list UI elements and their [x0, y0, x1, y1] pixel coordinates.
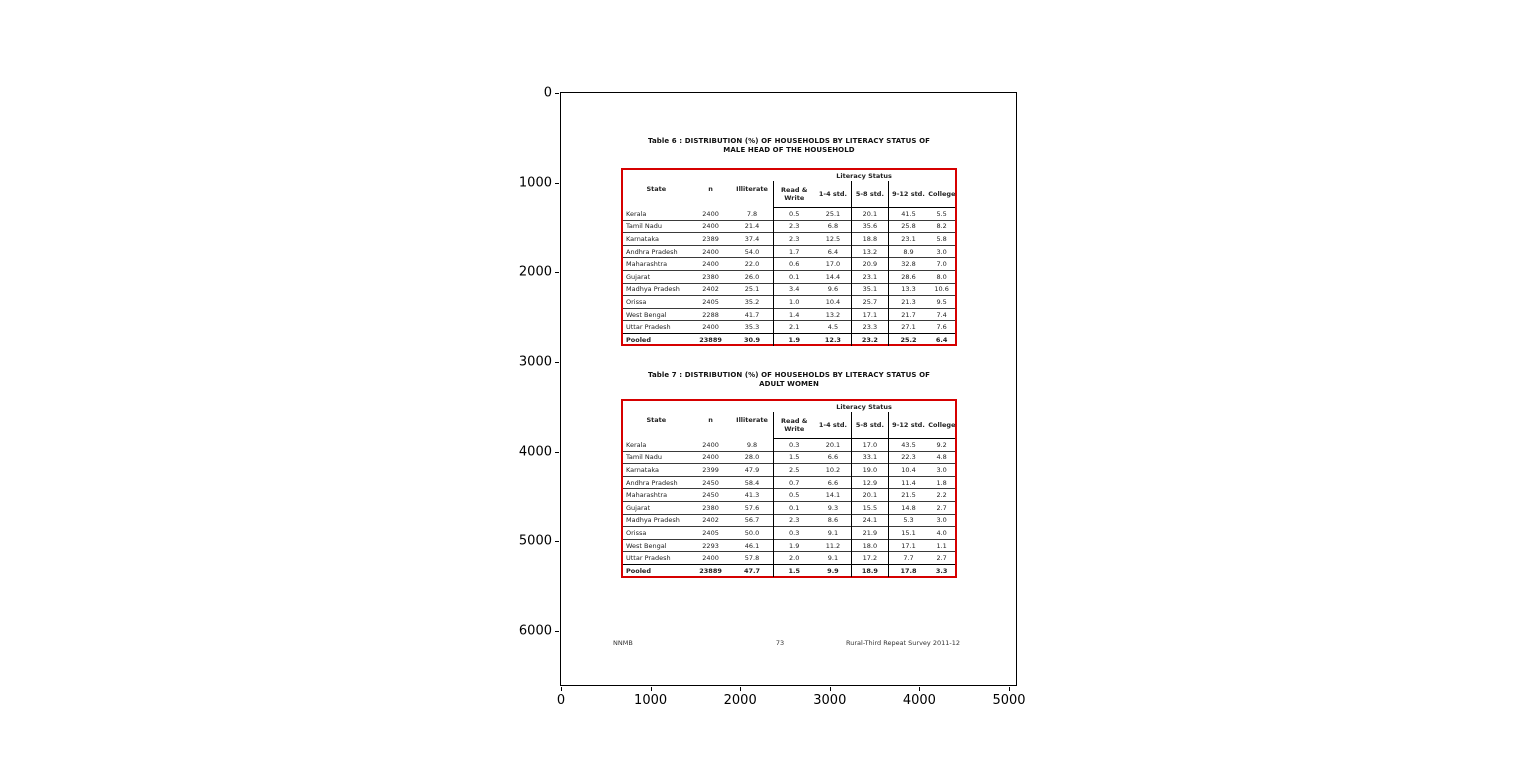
value-cell: 0.3	[773, 439, 815, 452]
value-cell: 17.0	[852, 439, 889, 452]
value-cell: 21.5	[888, 489, 928, 502]
value-cell: 20.1	[852, 208, 889, 221]
value-cell: 26.0	[731, 270, 773, 283]
value-cell: 2.3	[773, 514, 815, 527]
table-row	[623, 245, 955, 258]
column-header: 9-12 std.	[888, 412, 928, 439]
value-cell: 20.1	[825, 440, 841, 449]
value-cell: 17.1	[888, 539, 928, 552]
table-row	[623, 489, 955, 502]
value-cell: 17.0	[815, 258, 852, 271]
table7-grid	[623, 401, 955, 577]
column-header: 1-4 std.	[815, 181, 852, 208]
value-cell: 23889	[690, 333, 732, 346]
value-cell: 35.3	[731, 321, 773, 334]
value-cell: 7.8	[746, 209, 758, 218]
value-cell: 0.5	[773, 489, 815, 502]
value-cell: 20.9	[852, 258, 889, 271]
value-cell: 1.1	[928, 539, 955, 552]
table-row	[623, 233, 955, 246]
value-cell: 35.1	[852, 283, 889, 296]
value-cell: 3.0	[928, 245, 955, 258]
value-cell: 2380	[690, 270, 732, 283]
table6-title-line1: Table 6 : DISTRIBUTION (%) OF HOUSEHOLDS BY LITERACY STATUS OF	[647, 137, 931, 145]
state-cell: Karnataka	[623, 464, 690, 477]
y-tick-mark	[555, 362, 559, 363]
state-cell: Orissa	[623, 527, 690, 540]
value-cell: 2.5	[773, 464, 815, 477]
y-tick-label: 0	[543, 85, 552, 101]
state-cell: Pooled	[623, 333, 690, 346]
value-cell: 4.8	[928, 451, 955, 464]
value-cell: 2405	[690, 527, 732, 540]
x-tick-label: 4000	[902, 693, 936, 708]
value-cell: 4.0	[928, 527, 955, 540]
y-tick-label: 6000	[518, 623, 552, 639]
value-cell: 1.9	[773, 333, 815, 346]
value-cell: 18.9	[852, 564, 889, 577]
table-row	[623, 270, 955, 283]
value-cell: 23.2	[852, 333, 889, 346]
value-cell: 0.1	[773, 501, 815, 514]
value-cell: 2.7	[928, 501, 955, 514]
state-cell: Maharashtra	[623, 258, 690, 271]
value-cell: 4.5	[815, 321, 852, 334]
value-cell: 10.4	[815, 296, 852, 309]
table-row	[623, 501, 955, 514]
value-cell: 7.4	[928, 308, 955, 321]
table6	[621, 168, 957, 346]
value-cell: 3.3	[928, 564, 955, 577]
value-cell: 21.3	[888, 296, 928, 309]
value-cell: 25.7	[852, 296, 889, 309]
table-row	[623, 321, 955, 334]
value-cell: 20.1	[852, 489, 889, 502]
value-cell: 10.4	[888, 464, 928, 477]
column-header: 5-8 std.	[852, 412, 889, 439]
value-cell: 57.8	[731, 552, 773, 565]
value-cell: 6.6	[815, 476, 852, 489]
value-cell: 1.7	[773, 245, 815, 258]
value-cell: 47.7	[731, 564, 773, 577]
value-cell: 17.2	[852, 552, 889, 565]
state-cell: West Bengal	[623, 539, 690, 552]
value-cell: 2.0	[773, 552, 815, 565]
value-cell: 2.1	[773, 321, 815, 334]
value-cell: 50.0	[731, 527, 773, 540]
table-row	[623, 527, 955, 540]
y-tick-mark	[555, 272, 559, 273]
column-header: State	[646, 415, 667, 424]
value-cell: 7.6	[928, 321, 955, 334]
value-cell: 3.0	[928, 514, 955, 527]
value-cell: 9.2	[936, 440, 947, 449]
value-cell: 25.8	[888, 220, 928, 233]
y-tick-mark	[555, 93, 559, 94]
x-tick-mark	[830, 687, 831, 691]
value-cell: 37.4	[731, 233, 773, 246]
x-tick-mark	[561, 687, 562, 691]
y-tick-label: 5000	[518, 533, 552, 549]
value-cell: 46.1	[731, 539, 773, 552]
value-cell: 1.0	[773, 296, 815, 309]
value-cell: 21.7	[888, 308, 928, 321]
y-tick-mark	[555, 541, 559, 542]
y-tick-label: 4000	[518, 444, 552, 460]
value-cell: 2405	[690, 296, 732, 309]
value-cell: 28.0	[731, 451, 773, 464]
value-cell: 18.0	[852, 539, 889, 552]
value-cell: 12.9	[852, 476, 889, 489]
state-cell: Maharashtra	[623, 489, 690, 502]
y-tick-mark	[555, 183, 559, 184]
table-row	[623, 258, 955, 271]
value-cell: 2450	[690, 489, 732, 502]
column-header: 1-4 std.	[815, 412, 852, 439]
footer-left-text: NNMB	[613, 639, 633, 647]
value-cell: 2400	[690, 552, 732, 565]
value-cell: 43.5	[888, 439, 928, 452]
value-cell: 0.7	[773, 476, 815, 489]
value-cell: 23889	[690, 564, 732, 577]
table7-title	[621, 371, 957, 389]
value-cell: 47.9	[731, 464, 773, 477]
value-cell: 2402	[690, 514, 732, 527]
column-header: n	[708, 184, 713, 193]
value-cell: 2400	[690, 245, 732, 258]
value-cell: 22.3	[888, 451, 928, 464]
value-cell: 0.1	[773, 270, 815, 283]
value-cell: 13.2	[852, 245, 889, 258]
value-cell: 0.5	[773, 208, 815, 221]
value-cell: 25.1	[731, 283, 773, 296]
page-footer	[561, 639, 1016, 651]
value-cell: 6.4	[815, 245, 852, 258]
x-tick-label: 3000	[813, 693, 847, 708]
value-cell: 32.8	[888, 258, 928, 271]
state-cell: West Bengal	[623, 308, 690, 321]
value-cell: 2400	[690, 220, 732, 233]
value-cell: 23.1	[852, 270, 889, 283]
value-cell: 9.3	[815, 501, 852, 514]
value-cell: 10.6	[928, 283, 955, 296]
table-row	[623, 552, 955, 565]
state-cell: Andhra Pradesh	[623, 476, 690, 489]
value-cell: 35.6	[852, 220, 889, 233]
column-header: n	[708, 415, 713, 424]
footer-page-number: 73	[775, 639, 785, 647]
table-row	[623, 296, 955, 309]
value-cell: 14.1	[815, 489, 852, 502]
column-header: State	[646, 184, 667, 193]
table6-grid	[623, 170, 955, 346]
column-header: Illiterate	[736, 415, 768, 424]
table-row	[623, 220, 955, 233]
state-cell: Kerala	[626, 209, 647, 218]
value-cell: 21.9	[852, 527, 889, 540]
value-cell: 8.6	[815, 514, 852, 527]
table-row	[623, 564, 955, 577]
table-row	[623, 514, 955, 527]
value-cell: 41.5	[888, 208, 928, 221]
value-cell: 2389	[690, 233, 732, 246]
value-cell: 2288	[690, 308, 732, 321]
table7	[621, 399, 957, 578]
column-header: College	[928, 181, 955, 208]
table6-title	[621, 137, 957, 155]
x-tick-mark	[651, 687, 652, 691]
value-cell: 5.5	[936, 209, 947, 218]
value-cell: 2293	[690, 539, 732, 552]
value-cell: 2399	[690, 464, 732, 477]
value-cell: 1.9	[773, 539, 815, 552]
x-tick-label: 0	[556, 693, 566, 708]
group-header: Literacy Status	[836, 171, 892, 180]
value-cell: 9.1	[815, 552, 852, 565]
table-row	[623, 439, 955, 452]
value-cell: 27.1	[888, 321, 928, 334]
y-tick-label: 3000	[518, 354, 552, 370]
value-cell: 19.0	[852, 464, 889, 477]
value-cell: 25.1	[825, 209, 841, 218]
y-tick-mark	[555, 452, 559, 453]
x-tick-mark	[919, 687, 920, 691]
state-cell: Madhya Pradesh	[623, 283, 690, 296]
value-cell: 12.3	[815, 333, 852, 346]
value-cell: 8.9	[888, 245, 928, 258]
value-cell: 28.6	[888, 270, 928, 283]
value-cell: 58.4	[731, 476, 773, 489]
state-cell: Karnataka	[623, 233, 690, 246]
plot-axes	[518, 85, 1026, 708]
value-cell: 3.4	[773, 283, 815, 296]
value-cell: 8.2	[928, 220, 955, 233]
value-cell: 9.9	[815, 564, 852, 577]
x-tick-mark	[1009, 687, 1010, 691]
column-header: Read & Write	[773, 412, 815, 439]
value-cell: 2400	[702, 209, 719, 218]
value-cell: 13.2	[815, 308, 852, 321]
table-row	[623, 464, 955, 477]
value-cell: 57.6	[731, 501, 773, 514]
value-cell: 22.0	[731, 258, 773, 271]
state-cell: Andhra Pradesh	[623, 245, 690, 258]
state-cell: Gujarat	[623, 270, 690, 283]
value-cell: 1.8	[928, 476, 955, 489]
column-header: Read & Write	[773, 181, 815, 208]
value-cell: 30.9	[731, 333, 773, 346]
value-cell: 24.1	[852, 514, 889, 527]
state-cell: Uttar Pradesh	[623, 321, 690, 334]
value-cell: 2.3	[773, 220, 815, 233]
table-row	[623, 208, 955, 221]
value-cell: 56.7	[731, 514, 773, 527]
value-cell: 2400	[702, 440, 719, 449]
x-tick-label: 5000	[992, 693, 1026, 708]
value-cell: 33.1	[852, 451, 889, 464]
table-row	[623, 539, 955, 552]
state-cell: Orissa	[623, 296, 690, 309]
y-tick-label: 2000	[518, 264, 552, 280]
value-cell: 8.0	[928, 270, 955, 283]
value-cell: 23.3	[852, 321, 889, 334]
value-cell: 15.1	[888, 527, 928, 540]
value-cell: 5.8	[928, 233, 955, 246]
value-cell: 15.5	[852, 501, 889, 514]
value-cell: 25.2	[888, 333, 928, 346]
table7-title-line2: ADULT WOMEN	[759, 380, 819, 388]
value-cell: 2400	[690, 321, 732, 334]
value-cell: 41.7	[731, 308, 773, 321]
x-tick-mark	[740, 687, 741, 691]
value-cell: 41.3	[731, 489, 773, 502]
value-cell: 0.3	[773, 527, 815, 540]
value-cell: 5.3	[888, 514, 928, 527]
table-row	[623, 283, 955, 296]
state-cell: Gujarat	[623, 501, 690, 514]
column-header: 9-12 std.	[888, 181, 928, 208]
table-row	[623, 333, 955, 346]
state-cell: Pooled	[623, 564, 690, 577]
value-cell: 9.6	[815, 283, 852, 296]
value-cell: 11.4	[888, 476, 928, 489]
value-cell: 2450	[690, 476, 732, 489]
value-cell: 23.1	[888, 233, 928, 246]
table-row	[623, 308, 955, 321]
value-cell: 6.6	[815, 451, 852, 464]
value-cell: 6.4	[928, 333, 955, 346]
value-cell: 1.5	[773, 451, 815, 464]
value-cell: 7.7	[888, 552, 928, 565]
value-cell: 1.4	[773, 308, 815, 321]
value-cell: 54.0	[731, 245, 773, 258]
value-cell: 12.5	[815, 233, 852, 246]
value-cell: 2.3	[773, 233, 815, 246]
value-cell: 2400	[690, 451, 732, 464]
value-cell: 2.7	[928, 552, 955, 565]
state-cell: Uttar Pradesh	[623, 552, 690, 565]
value-cell: 17.1	[852, 308, 889, 321]
table7-title-line1: Table 7 : DISTRIBUTION (%) OF HOUSEHOLDS BY LITERACY STATUS OF	[647, 371, 931, 379]
state-cell: Tamil Nadu	[623, 451, 690, 464]
value-cell: 35.2	[731, 296, 773, 309]
table-row	[623, 451, 955, 464]
y-tick-mark	[555, 631, 559, 632]
x-tick-label: 2000	[723, 693, 757, 708]
value-cell: 7.0	[928, 258, 955, 271]
value-cell: 10.2	[815, 464, 852, 477]
value-cell: 2402	[690, 283, 732, 296]
footer-right-text: Rural-Third Repeat Survey 2011-12	[846, 639, 960, 647]
state-cell: Kerala	[626, 440, 647, 449]
y-tick-label: 1000	[518, 175, 552, 191]
value-cell: 14.8	[888, 501, 928, 514]
value-cell: 3.0	[928, 464, 955, 477]
x-tick-label: 1000	[634, 693, 668, 708]
state-cell: Tamil Nadu	[623, 220, 690, 233]
column-header: College	[928, 412, 955, 439]
value-cell: 2.2	[928, 489, 955, 502]
value-cell: 9.1	[815, 527, 852, 540]
value-cell: 21.4	[731, 220, 773, 233]
value-cell: 14.4	[815, 270, 852, 283]
table-row	[623, 476, 955, 489]
value-cell: 2400	[690, 258, 732, 271]
table6-title-line2: MALE HEAD OF THE HOUSEHOLD	[723, 146, 855, 154]
value-cell: 6.8	[815, 220, 852, 233]
column-header: 5-8 std.	[852, 181, 889, 208]
value-cell: 13.3	[888, 283, 928, 296]
value-cell: 9.8	[746, 440, 758, 449]
column-header: Illiterate	[736, 184, 768, 193]
value-cell: 11.2	[815, 539, 852, 552]
state-cell: Madhya Pradesh	[623, 514, 690, 527]
group-header: Literacy Status	[836, 402, 892, 411]
value-cell: 9.5	[928, 296, 955, 309]
value-cell: 2380	[690, 501, 732, 514]
value-cell: 17.8	[888, 564, 928, 577]
value-cell: 0.6	[773, 258, 815, 271]
value-cell: 18.8	[852, 233, 889, 246]
value-cell: 1.5	[773, 564, 815, 577]
